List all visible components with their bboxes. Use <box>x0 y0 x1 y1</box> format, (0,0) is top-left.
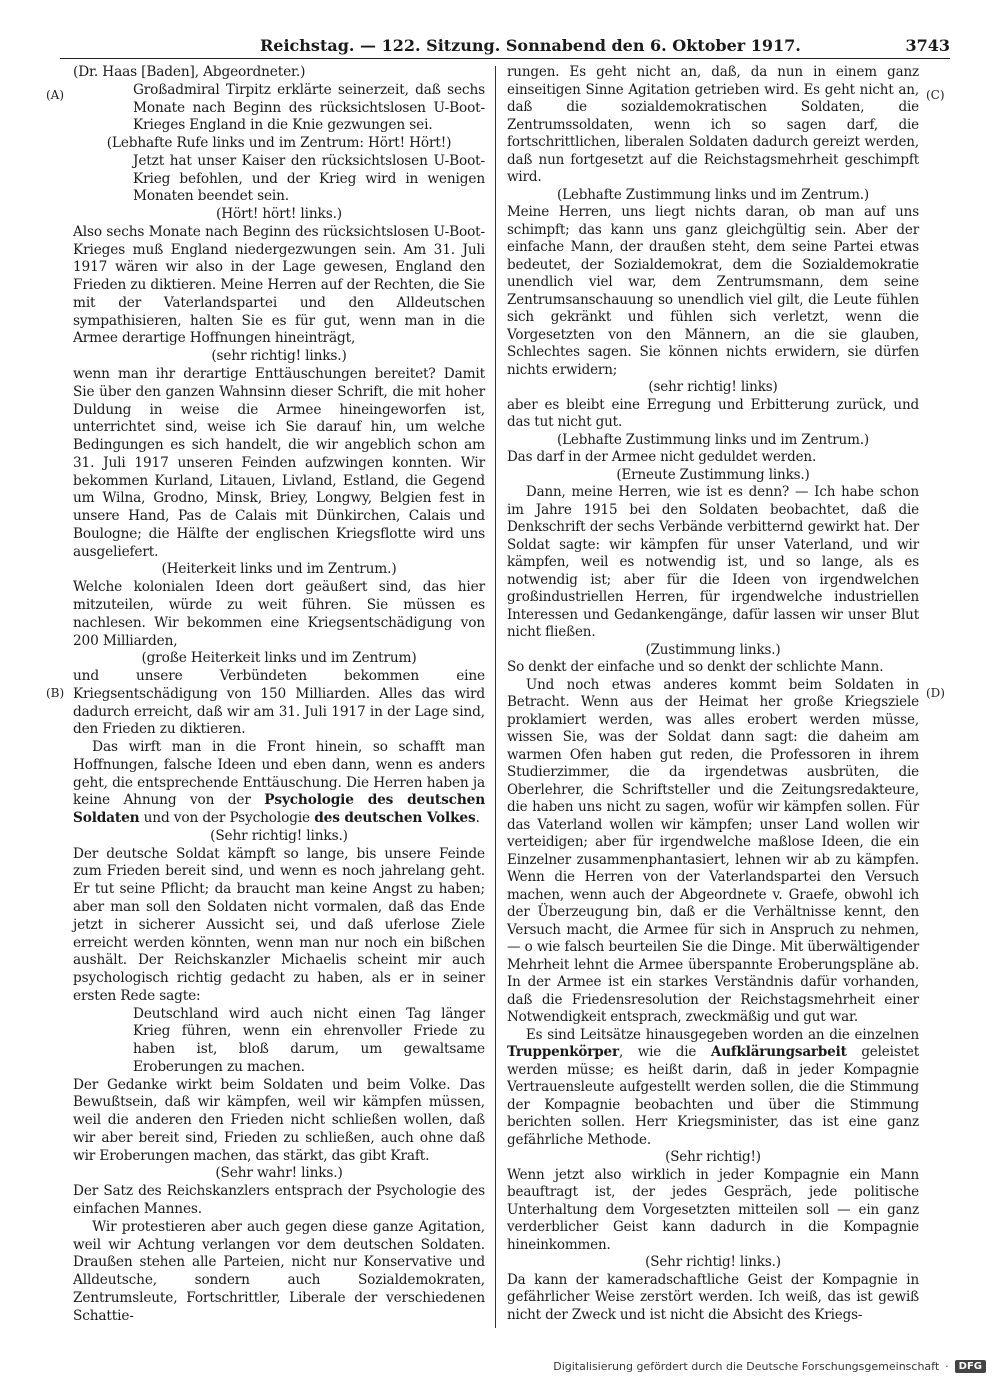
interjection: (Lebhafte Zustimmung links und im Zentrum.) <box>557 186 869 203</box>
paragraph: Das darf in der Armee nicht geduldet werden. <box>507 449 817 465</box>
speaker-header: (Dr. Haas [Baden], Abgeordneter.) <box>73 64 306 80</box>
interjection: (Lebhafte Zustimmung links und im Zentrum.) <box>557 431 869 448</box>
paragraph: Es sind Leitsätze hinausgegeben worden an die einzelnen Truppenkörper, wie die Aufklärungsarbeit geleistet werden müsse; es heißt darin, daß in jeder Kompagnie Vertrauensleute aufgestellt werden sollen, die die Stimmung der Kompagnie beobachten und über die Stimmung berichten sollen. Herr Kriegsminister, das ist eine ganz gefährliche Methode. <box>507 1026 919 1148</box>
paragraph: Da kann der kameradschaftliche Geist der Kompagnie in gefährlicher Weise zerstört werden. Ich weiß, das ist gewiß nicht der Zweck und ist nicht die Absicht des Kriegs- <box>507 1271 919 1323</box>
quotation: Deutschland wird auch nicht einen Tag länger Krieg führen, wenn ein ehrenvoller Friede zu haben ist, bloß darum, um gewaltsame Eroberungen zu machen. <box>133 1005 485 1075</box>
column-divider <box>495 66 496 1328</box>
interjection: (Sehr richtig! links.) <box>645 1254 781 1270</box>
paragraph: So denkt der einfache und so denkt der schlichte Mann. <box>507 659 884 675</box>
interjection: (Zustimmung links.) <box>645 641 781 658</box>
paragraph: Also sechs Monate nach Beginn des rücksichtslosen U-Boot-Krieges muß England niedergezwungen sein. Am 31. Juli 1917 wären wir also in der Lage gewesen, England den Frieden zu diktieren. Meine Herren auf der Rechten, die Sie mit der Vaterlandspartei und den Alldeutschen sympathisieren, halten Sie es für gut, wenn man in die Armee derartige Hoffnungen hineinträgt, <box>73 223 485 347</box>
paragraph: Welche kolonialen Ideen dort geäußert sind, das hier mitzuteilen, würde zu weit führen. Sie müssen es nachlesen. Wir bekommen eine Kriegsentschädigung von 200 Milliarden, <box>73 579 485 649</box>
paragraph: rungen. Es geht nicht an, daß, da nun in einem ganz einseitigen Sinne Agitation getrieben wird. Es geht nicht an, daß die sozialdemokratischen Soldaten, die Zentrumssoldaten, wenn ich so sagen darf, die fortschrittlichen, liberalen Soldaten dadurch gereizt werden, daß nun fortgesetzt auf die Reichstagsmehrheit geschimpft wird. <box>507 64 919 185</box>
interjection: (sehr richtig! links.) <box>211 348 347 365</box>
margin-marker-c: (C) <box>926 88 945 102</box>
header-title: Reichstag. — 122. Sitzung. Sonnabend den 6. Oktober 1917. <box>260 36 801 55</box>
paragraph: Wenn jetzt also wirklich in jeder Kompagnie ein Mann beauftragt ist, der jedes Gespräch, jede politische Unterhaltung dem Vorgesetzten mitteilen soll — ein ganz verderblicher Geist kann dadurch in die Kompagnie hineinkommen. <box>507 1166 919 1253</box>
margin-marker-a: (A) <box>46 88 65 102</box>
quotation: Großadmiral Tirpitz erklärte seinerzeit, daß sechs Monate nach Beginn des rücksichtslosen U-Boot-Krieges England in die Knie gezwungen sei. <box>133 81 485 134</box>
paragraph: und unsere Verbündeten bekommen eine Kriegsentschädigung von 150 Milliarden. Alles das wird dadurch erreicht, daß wir am 31. Juli 1917 in der Lage sind, den Frieden zu diktieren. <box>73 668 485 738</box>
paragraph: Der deutsche Soldat kämpft so lange, bis unsere Feinde zum Frieden bereit sind, und wenn es noch jahrelang geht. Er tut seine Pflicht; da braucht man keine Angst zu haben; aber man soll den Soldaten nicht vormalen, daß das Ende jetzt in sicherer Aussicht sei, und daß uferlose Ziele erreicht werden könnten, wenn man nur noch ein bißchen aushält. Der Reichskanzler Michaelis scheint mir auch psychologisch richtig gedacht zu haben, als er in seiner ersten Rede sagte: <box>73 845 485 1004</box>
footer-credit: Digitalisierung gefördert durch die Deutsche Forschungsgemeinschaft <box>553 1360 940 1373</box>
interjection: (Sehr richtig! links.) <box>210 827 348 844</box>
interjection: (Heiterkeit links und im Zentrum.) <box>161 561 397 578</box>
right-column <box>507 64 919 1324</box>
paragraph: Der Satz des Reichskanzlers entsprach der Psychologie des einfachen Mannes. <box>73 1183 485 1217</box>
paragraph: Meine Herren, uns liegt nichts daran, ob man auf uns schimpft; das kann uns ganz gleichgültig sein. Aber der einfache Mann, der draußen steht, dem seine Partei etwas bedeutet, der Sozialdemokrat, dem die Sozialdemokratie unendlich viel war, dem Zentrumsmann, dem seine Zentrumsanschauung so unendlich viel gilt, die Leute fühlen sich gekränkt und fühlen sich verletzt, wenn die Vorgesetzten von den Männern, an die sie glauben, Schlechtes sagen. Sie können nichts erwidern, sie dürfen nichts erwidern; <box>507 204 919 378</box>
margin-marker-d: (D) <box>926 686 945 700</box>
interjection: (Sehr richtig!) <box>665 1149 761 1165</box>
interjection: (sehr richtig! links) <box>648 379 778 395</box>
interjection: (große Heiterkeit links und im Zentrum) <box>141 650 417 667</box>
interjection: (Sehr wahr! links.) <box>215 1165 343 1182</box>
interjection: (Hört! hört! links.) <box>216 206 342 223</box>
paragraph: Und noch etwas anderes kommt beim Soldaten in Betracht. Wenn aus der Heimat her große Kriegsziele proklamiert werden, was alles erobert werden müsse, wissen Sie, was der Soldat dann sagt: die daheim am warmen Ofen haben gut reden, die Professoren in ihrem Studierzimmer, die da irgendetwas ausbrüten, die Oberlehrer, die Schriftsteller und die Zeitungsredakteure, die haben uns nicht zu sagen, wofür wir kämpfen sollen. Für das Vaterland wollen wir kämpfen; unser Land wollen wir verteidigen; aber für irgendwelche maßlose Ideen, die ein Einzelner zusammenphantasiert, lehnen wir ab zu kämpfen. Wenn die Herren von der Vaterlandspartei den Versuch machen, wenn auch der Abgeordnete v. Graefe, obwohl ich der Überzeugung bin, daß er die Verhältnisse kennt, den Versuch macht, die Armee für sich in Anspruch zu nehmen, — o wie falsch beurteilen Sie die Dinge. Mit überwältigender Mehrheit lehnt die Armee überspannte Eroberungspläne ab. In der Armee ist ein starkes Verständnis dafür vorhanden, daß die Friedensresolution der Reichstagsmehrheit einer Notwendigkeit entsprach, zweckmäßig und gut war. <box>507 676 919 1025</box>
quotation: Jetzt hat unser Kaiser den rücksichtslosen U-Boot-Krieg befohlen, und der Krieg wird in wenigen Monaten beendet sein. <box>133 152 485 205</box>
margin-marker-b: (B) <box>46 686 65 700</box>
footer-separator: · <box>945 1360 949 1373</box>
dfg-logo: DFG <box>955 1360 986 1373</box>
interjection: (Erneute Zustimmung links.) <box>616 466 810 483</box>
paragraph: Dann, meine Herren, wie ist es denn? — Ich habe schon im Jahre 1915 bei den Soldaten beobachtet, daß die Denkschrift der sechs Verbände verbitternd gewirkt hat. Der Soldat sagte: wir kämpfen für unser Vaterland, und wir kämpfen, weil es notwendig ist, und so lange, als es notwendig ist; aber für die Ideen von irgendwelchen großindustriellen Herren, für irgendwelche industriellen Interessen und Gedankengänge, dafür lassen wir unser Blut nicht fließen. <box>507 484 919 640</box>
left-column <box>73 64 485 1325</box>
paragraph: Wir protestieren aber auch gegen diese ganze Agitation, weil wir Achtung verlangen vor dem deutschen Soldaten. Draußen stehen alle Parteien, nicht nur Konservative und Alldeutsche, sondern auch Sozialdemokraten, Zentrumsleute, Fortschrittler, Liberale der verschiedenen Schattie- <box>73 1218 485 1324</box>
paragraph: aber es bleibt eine Erregung und Erbitterung zurück, und das tut nicht gut. <box>507 396 919 430</box>
paragraph: wenn man ihr derartige Enttäuschungen bereitet? Damit Sie über den ganzen Wahnsinn dieser Schrift, die mit hoher Duldung in weise die Armee hineingeworfen ist, unterrichtet sind, weise ich Sie darauf hin, um welche Bedingungen es sich handelt, die wir angeblich schon am 31. Juli 1917 unseren Feinden aufzwingen konnten. Wir bekommen Kurland, Litauen, Livland, Estland, die Gegend um Wilna, Grodno, Minsk, Briey, Longwy, Belgien fest in unsere Hand, Pas de Calais mit Dünkirchen, Calais und Boulogne; die Hälfte der englischen Kriegsflotte wird uns ausgeliefert. <box>73 366 485 560</box>
interjection: (Lebhafte Rufe links und im Zentrum: Hört! Hört!) <box>106 135 452 152</box>
footer <box>553 1360 986 1373</box>
page-number: 3743 <box>905 36 950 55</box>
running-header <box>60 36 950 59</box>
paragraph: Der Gedanke wirkt beim Soldaten und beim Volke. Das Bewußtsein, daß wir kämpfen, weil wir kämpfen müssen, weil die anderen den Frieden nicht schließen wollen, daß wir aber bereit sind, Frieden zu schließen, auch ohne daß wir Eroberungen machen, das stärkt, das gibt Kraft. <box>73 1076 485 1164</box>
paragraph: Das wirft man in die Front hinein, so schafft man Hoffnungen, falsche Ideen und eben dann, wenn es anders geht, die entsprechende Enttäuschung. Die Herren haben ja keine Ahnung von der Psychologie des deutschen Soldaten und von der Psychologie des deutschen Volkes. <box>73 739 485 827</box>
